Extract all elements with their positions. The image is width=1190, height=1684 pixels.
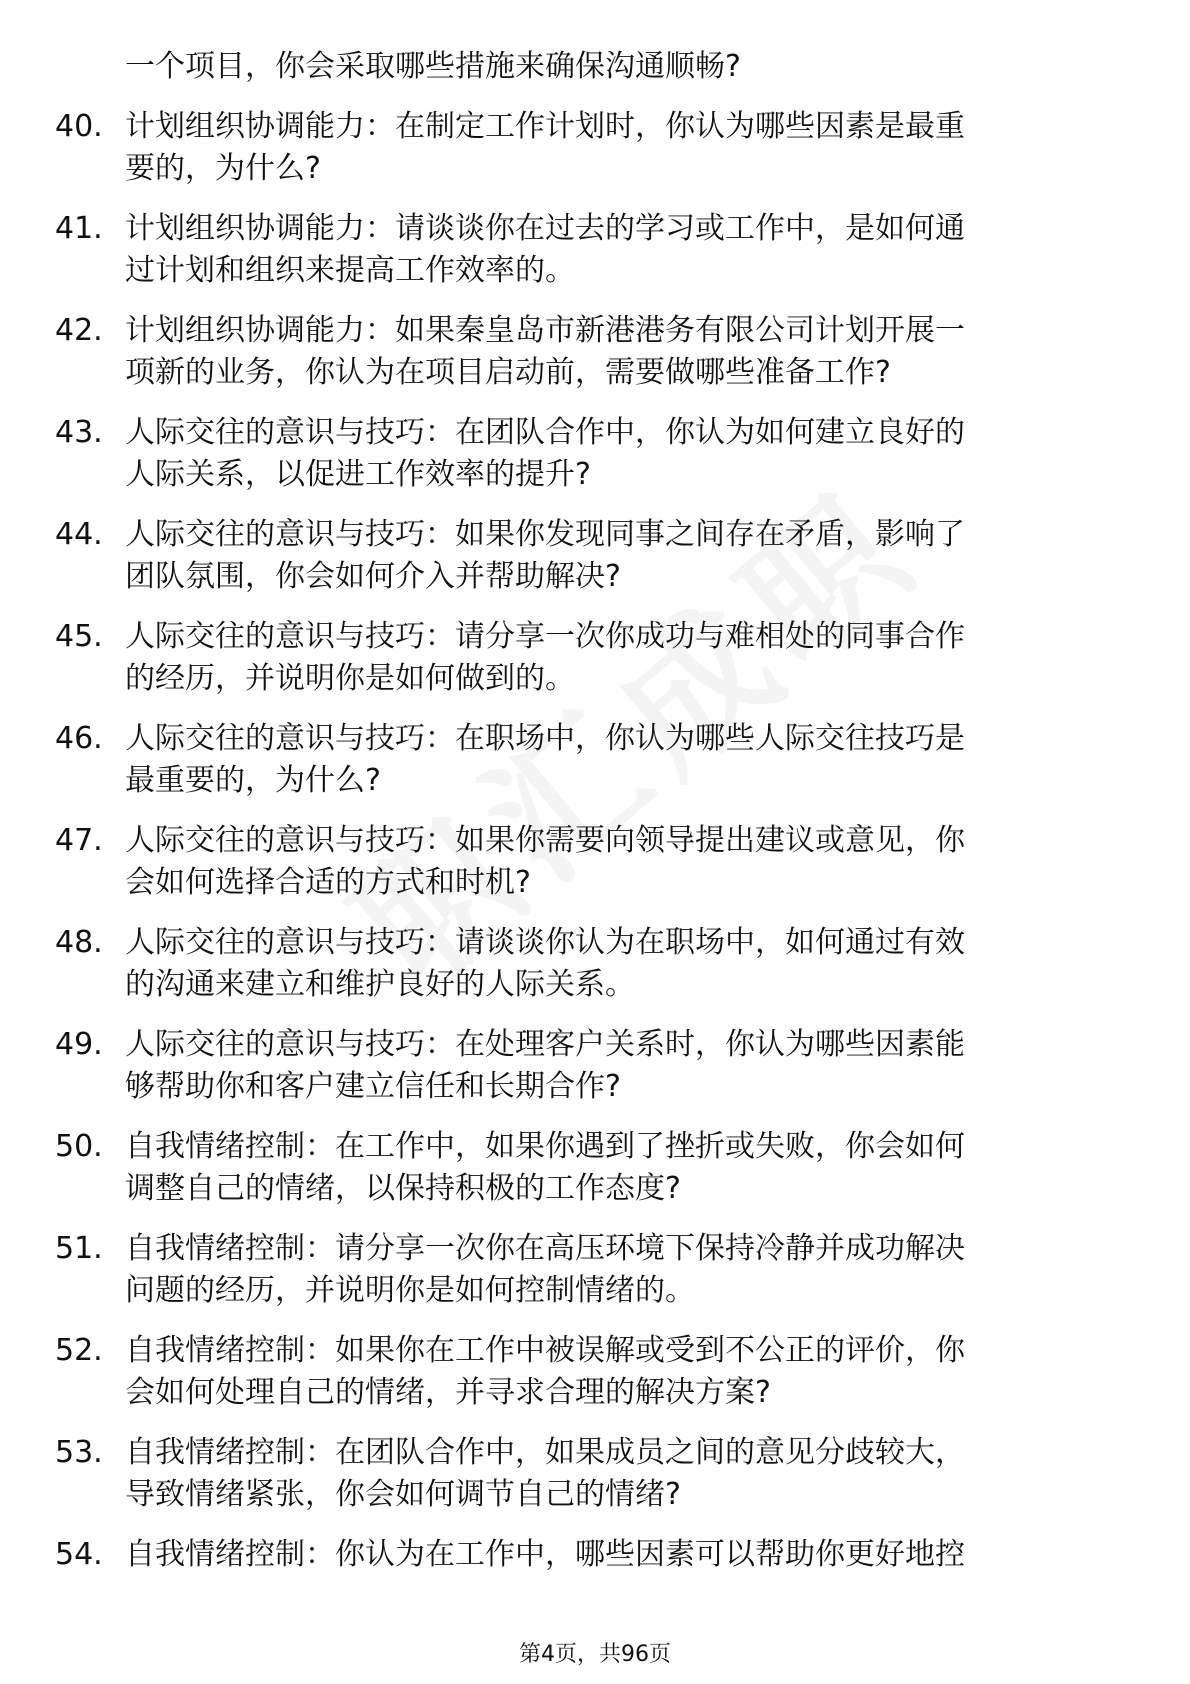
question-line: 自我情绪控制：请分享一次你在高压环境下保持冷静并成功解决 bbox=[125, 1231, 965, 1266]
question-line: 人际交往的意识与技巧：如果你发现同事之间存在矛盾，影响了 bbox=[125, 517, 965, 552]
question-text bbox=[125, 310, 1115, 394]
question-line: 人际交往的意识与技巧：在职场中，你认为哪些人际交往技巧是 bbox=[125, 721, 965, 756]
question-number: 45. bbox=[55, 619, 103, 654]
question-text bbox=[125, 1432, 1115, 1516]
question-number: 43. bbox=[55, 415, 103, 450]
question-line: 自我情绪控制：在团队合作中，如果成员之间的意见分歧较大， bbox=[125, 1435, 965, 1470]
question-line: 人际交往的意识与技巧：在团队合作中，你认为如何建立良好的 bbox=[125, 415, 965, 450]
question-text bbox=[125, 208, 1115, 292]
question-number: 40. bbox=[55, 109, 103, 144]
question-line: 计划组织协调能力：在制定工作计划时，你认为哪些因素是最重 bbox=[125, 109, 965, 144]
question-line: 要的，为什么? bbox=[125, 151, 321, 186]
question-line: 人际交往的意识与技巧：如果你需要向领导提出建议或意见，你 bbox=[125, 823, 965, 858]
question-item bbox=[0, 1534, 1190, 1576]
question-number: 48. bbox=[55, 925, 103, 960]
question-line: 的经历，并说明你是如何做到的。 bbox=[125, 661, 575, 696]
question-line: 会如何处理自己的情绪，并寻求合理的解决方案? bbox=[125, 1375, 771, 1410]
question-item bbox=[0, 208, 1190, 292]
question-line: 够帮助你和客户建立信任和长期合作? bbox=[125, 1069, 621, 1104]
question-item bbox=[0, 1432, 1190, 1516]
question-line: 一个项目，你会采取哪些措施来确保沟通顺畅? bbox=[125, 49, 741, 84]
page-footer: 第4页，共96页 bbox=[519, 1642, 671, 1667]
question-item bbox=[0, 1330, 1190, 1414]
question-line: 团队氛围，你会如何介入并帮助解决? bbox=[125, 559, 621, 594]
question-number: 54. bbox=[55, 1537, 103, 1572]
question-number: 49. bbox=[55, 1027, 103, 1062]
question-line: 计划组织协调能力：请谈谈你在过去的学习或工作中，是如何通 bbox=[125, 211, 965, 246]
question-number: 51. bbox=[55, 1231, 103, 1266]
question-number: 46. bbox=[55, 721, 103, 756]
question-line: 导致情绪紧张，你会如何调节自己的情绪? bbox=[125, 1477, 681, 1512]
question-line: 最重要的，为什么? bbox=[125, 763, 381, 798]
question-number: 52. bbox=[55, 1333, 103, 1368]
question-line: 项新的业务，你认为在项目启动前，需要做哪些准备工作? bbox=[125, 355, 891, 390]
question-line: 问题的经历，并说明你是如何控制情绪的。 bbox=[125, 1273, 695, 1308]
question-line: 人际交往的意识与技巧：请谈谈你认为在职场中，如何通过有效 bbox=[125, 925, 965, 960]
question-line: 计划组织协调能力：如果秦皇岛市新港港务有限公司计划开展一 bbox=[125, 313, 965, 348]
question-text bbox=[125, 1330, 1115, 1414]
document-body bbox=[0, 46, 1190, 1594]
question-line: 人际关系，以促进工作效率的提升? bbox=[125, 457, 591, 492]
question-number: 42. bbox=[55, 313, 103, 348]
question-text bbox=[125, 718, 1115, 802]
question-number: 50. bbox=[55, 1129, 103, 1164]
question-item bbox=[0, 1228, 1190, 1312]
question-text bbox=[125, 820, 1115, 904]
question-list bbox=[0, 106, 1190, 1576]
question-text bbox=[125, 922, 1115, 1006]
question-line: 过计划和组织来提高工作效率的。 bbox=[125, 253, 575, 288]
question-text bbox=[125, 1534, 1115, 1576]
question-number: 47. bbox=[55, 823, 103, 858]
question-text bbox=[125, 514, 1115, 598]
question-text bbox=[125, 1126, 1115, 1210]
question-text bbox=[125, 1228, 1115, 1312]
question-item bbox=[0, 922, 1190, 1006]
question-item bbox=[0, 718, 1190, 802]
question-line: 的沟通来建立和维护良好的人际关系。 bbox=[125, 967, 635, 1002]
question-line: 人际交往的意识与技巧：请分享一次你成功与难相处的同事合作 bbox=[125, 619, 965, 654]
question-item bbox=[0, 106, 1190, 190]
question-line: 人际交往的意识与技巧：在处理客户关系时，你认为哪些因素能 bbox=[125, 1027, 965, 1062]
question-item bbox=[0, 412, 1190, 496]
question-number: 53. bbox=[55, 1435, 103, 1470]
question-line: 自我情绪控制：在工作中，如果你遇到了挫折或失败，你会如何 bbox=[125, 1129, 965, 1164]
question-item bbox=[0, 1024, 1190, 1108]
question-line: 自我情绪控制：你认为在工作中，哪些因素可以帮助你更好地控 bbox=[125, 1537, 965, 1572]
question-item bbox=[0, 1126, 1190, 1210]
question-line: 会如何选择合适的方式和时机? bbox=[125, 865, 531, 900]
question-item bbox=[0, 310, 1190, 394]
question-text bbox=[125, 46, 1115, 88]
question-text bbox=[125, 412, 1115, 496]
question-number: 44. bbox=[55, 517, 103, 552]
question-line: 调整自己的情绪，以保持积极的工作态度? bbox=[125, 1171, 681, 1206]
continued-question bbox=[0, 46, 1190, 88]
question-text bbox=[125, 616, 1115, 700]
question-text bbox=[125, 1024, 1115, 1108]
question-line: 自我情绪控制：如果你在工作中被误解或受到不公正的评价，你 bbox=[125, 1333, 965, 1368]
question-item bbox=[0, 514, 1190, 598]
question-text bbox=[125, 106, 1115, 190]
question-number: 41. bbox=[55, 211, 103, 246]
question-item bbox=[0, 616, 1190, 700]
question-item bbox=[0, 820, 1190, 904]
